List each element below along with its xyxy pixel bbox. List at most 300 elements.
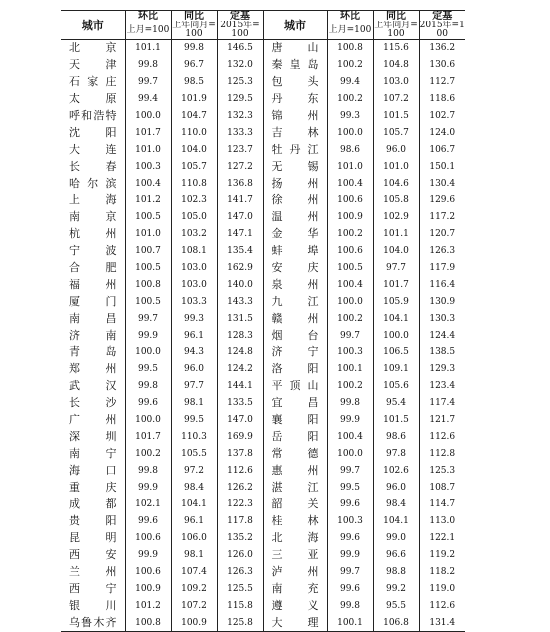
city-name-left: 成都 [69, 497, 117, 511]
yoy-value-left: 96.0 [171, 361, 217, 378]
table-row [61, 547, 465, 564]
city-name-right: 北海 [263, 530, 327, 547]
mom-value-left: 101.7 [125, 428, 171, 445]
mom-value-left: 100.8 [125, 614, 171, 631]
yoy-value-left: 104.0 [171, 141, 217, 158]
yoy-value-left: 98.4 [171, 479, 217, 496]
city-name-right: 蚌埠 [263, 243, 327, 260]
mom-value-left: 99.9 [125, 327, 171, 344]
table-row [61, 462, 465, 479]
yoy-value-left: 105.7 [171, 158, 217, 175]
base-value-right: 106.7 [419, 141, 465, 158]
yoy-header-left: 同比 [171, 11, 217, 22]
table-row [61, 378, 465, 395]
city-name-left: 南宁 [69, 446, 117, 460]
yoy-value-right: 100.0 [373, 327, 419, 344]
mom-value-left: 99.9 [125, 547, 171, 564]
city-name-right: 桂林 [263, 513, 327, 530]
base-value-right: 130.3 [419, 310, 465, 327]
mom-value-right: 100.6 [327, 243, 373, 260]
city-name-right: 无锡 [263, 158, 327, 175]
mom-value-left: 100.3 [125, 158, 171, 175]
base-value-left: 123.7 [217, 141, 263, 158]
base-value-right: 121.7 [419, 412, 465, 429]
yoy-value-right: 101.7 [373, 276, 419, 293]
city-name-right: 扬州 [263, 175, 327, 192]
mom-value-right: 100.2 [327, 57, 373, 74]
city-name-right: 牡丹江 [263, 141, 327, 158]
city-name-left: 呼和浩特 [69, 109, 117, 122]
base-value-left: 133.5 [217, 395, 263, 412]
yoy-value-left: 110.8 [171, 175, 217, 192]
yoy-value-left: 103.2 [171, 226, 217, 243]
mom-value-right: 100.2 [327, 226, 373, 243]
base-value-right: 112.8 [419, 445, 465, 462]
city-name-left: 青岛 [69, 345, 117, 359]
yoy-value-left: 97.7 [171, 378, 217, 395]
yoy-value-left: 104.1 [171, 496, 217, 513]
yoy-value-right: 96.0 [373, 141, 419, 158]
table-row [61, 564, 465, 581]
city-name-left: 重庆 [69, 480, 117, 494]
yoy-value-left: 99.5 [171, 412, 217, 429]
city-name-left: 郑州 [69, 362, 117, 376]
city-name-right: 烟台 [263, 327, 327, 344]
base-subheader-left: 2015年=100 [217, 21, 263, 40]
city-name-left: 宁波 [69, 244, 117, 258]
city-name-right: 锦州 [263, 108, 327, 125]
city-name-right: 岳阳 [263, 428, 327, 445]
yoy-value-left: 96.1 [171, 327, 217, 344]
mom-value-left: 100.7 [125, 243, 171, 260]
yoy-value-left: 99.3 [171, 310, 217, 327]
yoy-value-left: 103.0 [171, 260, 217, 277]
mom-value-right: 99.9 [327, 547, 373, 564]
table-row [61, 158, 465, 175]
base-value-right: 112.6 [419, 428, 465, 445]
yoy-value-left: 100.9 [171, 614, 217, 631]
base-value-left: 126.0 [217, 547, 263, 564]
base-value-left: 147.1 [217, 226, 263, 243]
yoy-value-right: 107.2 [373, 91, 419, 108]
base-value-left: 169.9 [217, 428, 263, 445]
yoy-value-left: 101.9 [171, 91, 217, 108]
yoy-value-right: 98.4 [373, 496, 419, 513]
city-name-left: 石家庄 [69, 75, 117, 89]
base-value-left: 127.2 [217, 158, 263, 175]
base-value-left: 132.3 [217, 108, 263, 125]
mom-value-left: 100.2 [125, 445, 171, 462]
base-value-left: 147.0 [217, 209, 263, 226]
base-value-right: 129.3 [419, 361, 465, 378]
yoy-value-left: 99.8 [171, 40, 217, 57]
base-value-right: 138.5 [419, 344, 465, 361]
city-name-left: 西安 [69, 548, 117, 562]
city-name-left: 沈阳 [69, 125, 117, 139]
mom-value-right: 100.9 [327, 209, 373, 226]
yoy-value-left: 98.5 [171, 74, 217, 91]
mom-value-left: 100.0 [125, 108, 171, 125]
yoy-value-left: 96.1 [171, 513, 217, 530]
base-value-right: 130.9 [419, 293, 465, 310]
yoy-value-right: 95.4 [373, 395, 419, 412]
yoy-value-left: 96.7 [171, 57, 217, 74]
city-name-right: 吉林 [263, 124, 327, 141]
base-value-right: 126.3 [419, 243, 465, 260]
base-value-left: 125.8 [217, 614, 263, 631]
yoy-value-right: 103.0 [373, 74, 419, 91]
yoy-value-right: 104.1 [373, 513, 419, 530]
base-value-right: 102.7 [419, 108, 465, 125]
city-name-left: 天津 [69, 58, 117, 72]
base-value-left: 128.3 [217, 327, 263, 344]
mom-value-right: 99.6 [327, 581, 373, 598]
price-index-table [61, 10, 465, 632]
mom-subheader-left: 上月=100 [125, 21, 171, 40]
city-name-left: 福州 [69, 277, 117, 291]
mom-subheader-right: 上月=100 [327, 21, 373, 40]
base-value-right: 119.0 [419, 581, 465, 598]
base-value-left: 131.5 [217, 310, 263, 327]
base-value-right: 129.6 [419, 192, 465, 209]
city-name-right: 遵义 [263, 597, 327, 614]
table-row [61, 260, 465, 277]
mom-value-right: 99.7 [327, 327, 373, 344]
table-row [61, 57, 465, 74]
table-row [61, 513, 465, 530]
base-value-left: 137.8 [217, 445, 263, 462]
table-row [61, 530, 465, 547]
base-value-left: 125.5 [217, 581, 263, 598]
yoy-value-right: 106.8 [373, 614, 419, 631]
mom-value-right: 100.4 [327, 276, 373, 293]
city-name-right: 唐山 [263, 40, 327, 57]
mom-value-right: 100.0 [327, 445, 373, 462]
base-value-right: 118.6 [419, 91, 465, 108]
city-name-left: 哈尔滨 [69, 176, 117, 190]
base-value-right: 124.0 [419, 124, 465, 141]
base-subheader-right: 2015年=100 [419, 21, 465, 39]
mom-value-left: 99.9 [125, 479, 171, 496]
base-value-left: 115.8 [217, 597, 263, 614]
yoy-value-left: 110.3 [171, 428, 217, 445]
base-value-right: 112.7 [419, 74, 465, 91]
base-value-right: 113.0 [419, 513, 465, 530]
city-name-left: 贵阳 [69, 514, 117, 528]
mom-value-left: 100.4 [125, 175, 171, 192]
city-name-left: 长春 [69, 159, 117, 173]
city-name-left: 乌鲁木齐 [69, 615, 117, 629]
yoy-value-right: 98.8 [373, 564, 419, 581]
base-value-right: 136.2 [419, 40, 465, 57]
base-header-right: 定基 [419, 11, 465, 22]
yoy-value-right: 95.5 [373, 597, 419, 614]
mom-value-right: 100.2 [327, 91, 373, 108]
city-name-left: 昆明 [69, 531, 117, 545]
base-value-left: 162.9 [217, 260, 263, 277]
base-value-left: 147.0 [217, 412, 263, 429]
table-row [61, 40, 465, 57]
mom-value-left: 100.5 [125, 260, 171, 277]
base-value-right: 122.1 [419, 530, 465, 547]
table-row [61, 597, 465, 614]
base-value-right: 114.7 [419, 496, 465, 513]
city-name-right: 泸州 [263, 564, 327, 581]
yoy-value-right: 105.7 [373, 124, 419, 141]
table-row [61, 614, 465, 631]
city-name-left: 南昌 [69, 311, 117, 325]
table-row [61, 293, 465, 310]
city-name-right: 泉州 [263, 276, 327, 293]
table-row [61, 428, 465, 445]
mom-value-right: 100.6 [327, 192, 373, 209]
yoy-value-right: 101.5 [373, 108, 419, 125]
mom-value-right: 99.8 [327, 395, 373, 412]
base-value-left: 125.3 [217, 74, 263, 91]
yoy-value-left: 107.4 [171, 564, 217, 581]
table-row [61, 141, 465, 158]
base-value-right: 117.4 [419, 395, 465, 412]
mom-value-left: 100.0 [125, 344, 171, 361]
yoy-value-right: 104.0 [373, 243, 419, 260]
base-value-right: 117.9 [419, 260, 465, 277]
table-row [61, 209, 465, 226]
city-name-left: 长沙 [69, 396, 117, 410]
yoy-value-left: 98.1 [171, 395, 217, 412]
yoy-value-left: 105.5 [171, 445, 217, 462]
base-value-right: 112.6 [419, 597, 465, 614]
city-name-right: 平顶山 [263, 378, 327, 395]
yoy-value-left: 106.0 [171, 530, 217, 547]
mom-value-right: 99.6 [327, 496, 373, 513]
mom-value-left: 99.8 [125, 378, 171, 395]
city-name-right: 安庆 [263, 260, 327, 277]
mom-value-right: 99.6 [327, 530, 373, 547]
mom-value-right: 100.4 [327, 175, 373, 192]
mom-value-left: 99.8 [125, 462, 171, 479]
mom-value-left: 101.1 [125, 40, 171, 57]
mom-value-right: 100.0 [327, 124, 373, 141]
mom-value-left: 99.5 [125, 361, 171, 378]
mom-value-left: 100.5 [125, 293, 171, 310]
city-name-right: 襄阳 [263, 412, 327, 429]
mom-value-left: 99.6 [125, 395, 171, 412]
city-name-right: 常德 [263, 445, 327, 462]
table-row [61, 310, 465, 327]
yoy-value-right: 106.5 [373, 344, 419, 361]
mom-value-right: 100.2 [327, 378, 373, 395]
city-name-right: 赣州 [263, 310, 327, 327]
yoy-value-left: 103.3 [171, 293, 217, 310]
mom-value-left: 100.8 [125, 276, 171, 293]
mom-value-right: 100.8 [327, 40, 373, 57]
yoy-value-right: 105.6 [373, 378, 419, 395]
mom-value-left: 100.5 [125, 209, 171, 226]
city-header-left: 城市 [81, 18, 104, 32]
city-name-left: 兰州 [69, 565, 117, 579]
yoy-value-right: 99.2 [373, 581, 419, 598]
city-name-right: 济宁 [263, 344, 327, 361]
yoy-value-left: 98.1 [171, 547, 217, 564]
mom-value-right: 100.5 [327, 260, 373, 277]
mom-value-right: 100.2 [327, 310, 373, 327]
base-value-left: 141.7 [217, 192, 263, 209]
mom-value-left: 99.6 [125, 513, 171, 530]
mom-value-right: 100.3 [327, 513, 373, 530]
yoy-value-right: 101.1 [373, 226, 419, 243]
city-name-left: 海口 [69, 463, 117, 477]
mom-value-right: 101.0 [327, 158, 373, 175]
city-name-left: 武汉 [69, 379, 117, 393]
base-value-right: 116.4 [419, 276, 465, 293]
table-row [61, 192, 465, 209]
base-value-right: 120.7 [419, 226, 465, 243]
base-value-left: 143.3 [217, 293, 263, 310]
base-value-right: 130.4 [419, 175, 465, 192]
mom-value-right: 100.1 [327, 614, 373, 631]
base-value-left: 132.0 [217, 57, 263, 74]
city-name-right: 丹东 [263, 91, 327, 108]
yoy-value-left: 102.3 [171, 192, 217, 209]
base-value-right: 123.4 [419, 378, 465, 395]
yoy-value-right: 109.1 [373, 361, 419, 378]
mom-value-right: 99.8 [327, 597, 373, 614]
city-header-right: 城市 [263, 11, 327, 40]
yoy-value-left: 94.3 [171, 344, 217, 361]
table-row [61, 108, 465, 125]
yoy-value-left: 107.2 [171, 597, 217, 614]
mom-header-right: 环比 [327, 11, 373, 22]
city-name-left: 合肥 [69, 261, 117, 275]
mom-value-left: 101.0 [125, 141, 171, 158]
table-row [61, 344, 465, 361]
city-name-right: 惠州 [263, 462, 327, 479]
base-value-left: 117.8 [217, 513, 263, 530]
base-value-left: 136.8 [217, 175, 263, 192]
table-row [61, 226, 465, 243]
mom-value-right: 98.6 [327, 141, 373, 158]
mom-header-left: 环比 [125, 11, 171, 22]
base-value-left: 146.5 [217, 40, 263, 57]
mom-value-left: 99.4 [125, 91, 171, 108]
yoy-value-right: 102.6 [373, 462, 419, 479]
base-value-left: 122.3 [217, 496, 263, 513]
table-row [61, 412, 465, 429]
yoy-value-left: 105.0 [171, 209, 217, 226]
table-row [61, 124, 465, 141]
city-name-left: 上海 [69, 193, 117, 207]
city-name-right: 湛江 [263, 479, 327, 496]
city-name-right: 九江 [263, 293, 327, 310]
city-name-left: 北京 [69, 41, 117, 55]
base-value-left: 124.8 [217, 344, 263, 361]
city-name-left: 西宁 [69, 581, 117, 595]
city-name-left: 济南 [69, 328, 117, 342]
base-value-left: 112.6 [217, 462, 263, 479]
base-value-right: 117.2 [419, 209, 465, 226]
base-value-left: 124.2 [217, 361, 263, 378]
mom-value-right: 99.5 [327, 479, 373, 496]
city-name-left: 广州 [69, 413, 117, 427]
city-name-right: 温州 [263, 209, 327, 226]
base-value-right: 124.4 [419, 327, 465, 344]
mom-value-right: 99.7 [327, 462, 373, 479]
yoy-value-right: 99.0 [373, 530, 419, 547]
yoy-value-left: 97.2 [171, 462, 217, 479]
table-row [61, 243, 465, 260]
city-name-right: 金华 [263, 226, 327, 243]
yoy-value-left: 103.0 [171, 276, 217, 293]
mom-value-right: 99.4 [327, 74, 373, 91]
mom-value-right: 100.3 [327, 344, 373, 361]
city-name-right: 洛阳 [263, 361, 327, 378]
city-name-right: 宜昌 [263, 395, 327, 412]
base-value-left: 133.3 [217, 124, 263, 141]
yoy-value-right: 104.8 [373, 57, 419, 74]
table-body [61, 40, 465, 632]
base-value-left: 140.0 [217, 276, 263, 293]
city-name-left: 厦门 [69, 294, 117, 308]
mom-value-left: 101.2 [125, 192, 171, 209]
city-name-right: 大理 [263, 614, 327, 631]
table-row [61, 327, 465, 344]
table-row [61, 395, 465, 412]
mom-value-right: 99.3 [327, 108, 373, 125]
mom-value-left: 100.6 [125, 564, 171, 581]
city-name-right: 秦皇岛 [263, 57, 327, 74]
yoy-value-right: 105.8 [373, 192, 419, 209]
mom-value-left: 100.9 [125, 581, 171, 598]
mom-value-right: 100.4 [327, 428, 373, 445]
base-value-right: 150.1 [419, 158, 465, 175]
base-value-left: 126.3 [217, 564, 263, 581]
mom-value-left: 101.2 [125, 597, 171, 614]
mom-value-left: 101.7 [125, 124, 171, 141]
table-row [61, 496, 465, 513]
base-value-right: 130.6 [419, 57, 465, 74]
yoy-value-right: 97.7 [373, 260, 419, 277]
base-value-left: 144.1 [217, 378, 263, 395]
base-value-left: 135.2 [217, 530, 263, 547]
mom-value-left: 99.8 [125, 57, 171, 74]
yoy-value-right: 101.5 [373, 412, 419, 429]
city-name-right: 韶关 [263, 496, 327, 513]
base-header-left: 定基 [217, 11, 263, 22]
table-row [61, 361, 465, 378]
mom-value-left: 101.0 [125, 226, 171, 243]
table-row [61, 445, 465, 462]
city-name-right: 三亚 [263, 547, 327, 564]
city-name-left: 深圳 [69, 429, 117, 443]
mom-value-right: 99.9 [327, 412, 373, 429]
base-value-left: 129.5 [217, 91, 263, 108]
city-name-right: 包头 [263, 74, 327, 91]
base-value-right: 125.3 [419, 462, 465, 479]
city-name-left: 太原 [69, 92, 117, 106]
mom-value-right: 99.7 [327, 564, 373, 581]
yoy-value-right: 115.6 [373, 40, 419, 57]
yoy-subheader-left: 上年同月=100 [172, 21, 216, 39]
mom-value-left: 100.0 [125, 412, 171, 429]
table-row [61, 276, 465, 293]
mom-value-left: 102.1 [125, 496, 171, 513]
yoy-value-left: 108.1 [171, 243, 217, 260]
yoy-value-right: 96.0 [373, 479, 419, 496]
table-row [61, 581, 465, 598]
city-name-left: 银川 [69, 598, 117, 612]
yoy-value-right: 102.9 [373, 209, 419, 226]
yoy-value-right: 104.1 [373, 310, 419, 327]
